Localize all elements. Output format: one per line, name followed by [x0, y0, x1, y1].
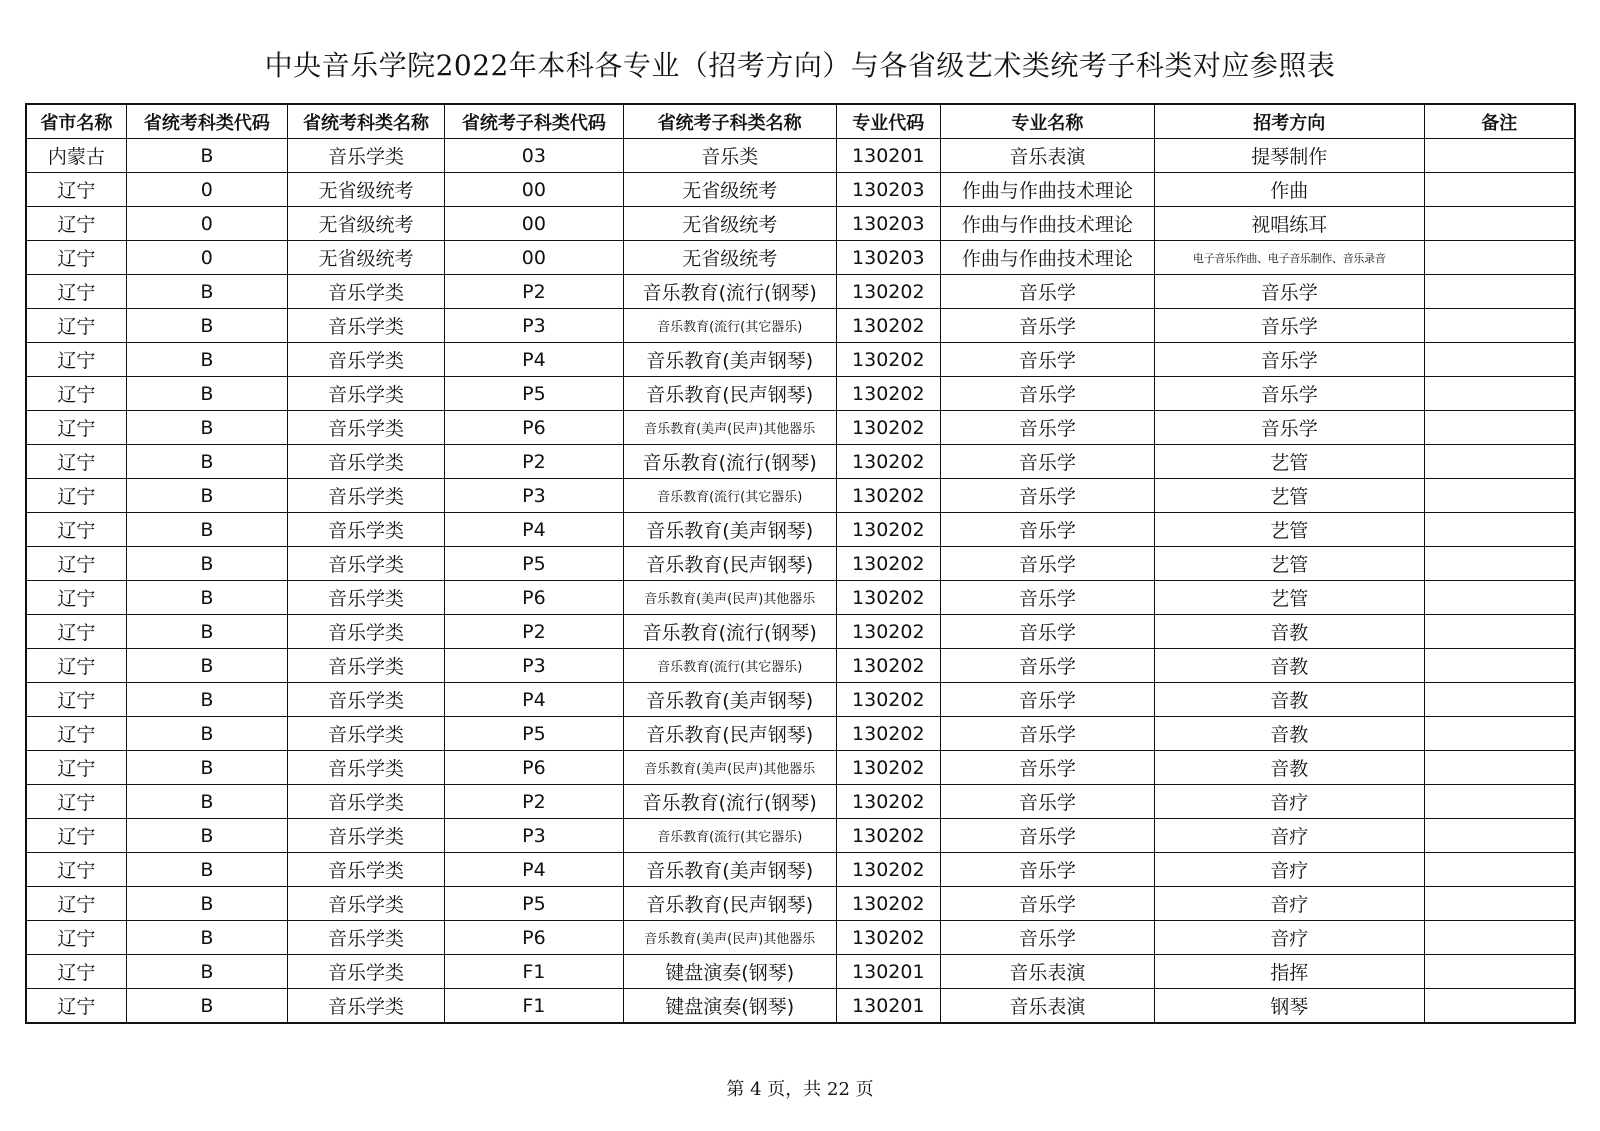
cell-remarks [1424, 173, 1575, 207]
cell-province: 辽宁 [26, 377, 126, 411]
cell-direction: 音教 [1154, 751, 1424, 785]
table-row [26, 479, 1575, 513]
cell-major-code: 130201 [836, 955, 940, 989]
cell-subcategory-code: P6 [445, 581, 624, 615]
table-row [26, 275, 1575, 309]
cell-major-name: 音乐学 [940, 547, 1154, 581]
cell-remarks [1424, 343, 1575, 377]
cell-major-code: 130202 [836, 377, 940, 411]
page-title: 中央音乐学院2022年本科各专业（招考方向）与各省级艺术类统考子科类对应参照表 [264, 49, 1336, 82]
cell-remarks [1424, 751, 1575, 785]
cell-subcategory-code: P2 [445, 445, 624, 479]
table-row [26, 513, 1575, 547]
cell-direction: 音疗 [1154, 785, 1424, 819]
cell-subcategory-code: P2 [445, 275, 624, 309]
cell-subcategory-code: P2 [445, 785, 624, 819]
cell-major-code: 130202 [836, 853, 940, 887]
cell-province: 辽宁 [26, 547, 126, 581]
cell-province: 辽宁 [26, 309, 126, 343]
cell-major-code: 130202 [836, 921, 940, 955]
cell-major-code: 130202 [836, 513, 940, 547]
cell-subcategory-code: P5 [445, 377, 624, 411]
cell-category-code: 0 [126, 241, 287, 275]
cell-major-name: 音乐学 [940, 887, 1154, 921]
cell-category-code: 0 [126, 173, 287, 207]
cell-direction: 提琴制作 [1154, 139, 1424, 173]
table-row [26, 887, 1575, 921]
cell-remarks [1424, 547, 1575, 581]
cell-major-name: 音乐学 [940, 479, 1154, 513]
cell-category-name: 音乐学类 [287, 785, 444, 819]
cell-subcategory-code: P2 [445, 615, 624, 649]
cell-remarks [1424, 615, 1575, 649]
cell-remarks [1424, 309, 1575, 343]
table-row [26, 853, 1575, 887]
cell-major-code: 130202 [836, 547, 940, 581]
cell-major-code: 130202 [836, 343, 940, 377]
cell-category-name: 音乐学类 [287, 309, 444, 343]
cell-category-name: 音乐学类 [287, 581, 444, 615]
cell-direction: 艺管 [1154, 581, 1424, 615]
cell-major-name: 音乐学 [940, 615, 1154, 649]
cell-major-name: 音乐学 [940, 275, 1154, 309]
cell-category-code: 0 [126, 207, 287, 241]
cell-major-code: 130202 [836, 683, 940, 717]
cell-major-code: 130202 [836, 785, 940, 819]
cell-remarks [1424, 377, 1575, 411]
cell-category-code: B [126, 445, 287, 479]
cell-major-name: 作曲与作曲技术理论 [940, 241, 1154, 275]
cell-major-name: 作曲与作曲技术理论 [940, 173, 1154, 207]
cell-category-code: B [126, 343, 287, 377]
cell-province: 辽宁 [26, 819, 126, 853]
cell-major-code: 130203 [836, 207, 940, 241]
cell-remarks [1424, 139, 1575, 173]
cell-subcategory-name: 音乐教育(流行(其它器乐) [623, 819, 836, 853]
cell-subcategory-name: 键盘演奏(钢琴) [623, 955, 836, 989]
cell-major-name: 音乐学 [940, 717, 1154, 751]
table-row [26, 207, 1575, 241]
table-row [26, 615, 1575, 649]
cell-subcategory-name: 音乐教育(美声钢琴) [623, 343, 836, 377]
cell-province: 辽宁 [26, 173, 126, 207]
header-major-name: 专业名称 [940, 104, 1154, 139]
header-direction: 招考方向 [1154, 104, 1424, 139]
cell-province: 辽宁 [26, 207, 126, 241]
cell-major-name: 音乐表演 [940, 989, 1154, 1024]
cell-major-name: 音乐学 [940, 445, 1154, 479]
cell-category-code: B [126, 139, 287, 173]
cell-subcategory-name: 音乐教育(民声钢琴) [623, 887, 836, 921]
cell-major-code: 130202 [836, 309, 940, 343]
cell-direction: 音乐学 [1154, 377, 1424, 411]
cell-major-name: 音乐学 [940, 581, 1154, 615]
cell-major-name: 音乐学 [940, 377, 1154, 411]
cell-category-name: 音乐学类 [287, 445, 444, 479]
cell-major-name: 音乐学 [940, 411, 1154, 445]
table-row [26, 785, 1575, 819]
cell-direction: 作曲 [1154, 173, 1424, 207]
cell-subcategory-name: 音乐教育(流行(其它器乐) [623, 309, 836, 343]
cell-subcategory-name: 无省级统考 [623, 207, 836, 241]
cell-subcategory-code: P5 [445, 717, 624, 751]
cell-major-code: 130202 [836, 649, 940, 683]
page-number: 第 4 页，共 22 页 [726, 1079, 874, 1100]
cell-province: 辽宁 [26, 785, 126, 819]
cell-major-code: 130202 [836, 751, 940, 785]
cell-category-code: B [126, 717, 287, 751]
cell-category-name: 音乐学类 [287, 751, 444, 785]
cell-category-name: 无省级统考 [287, 207, 444, 241]
cell-category-name: 音乐学类 [287, 683, 444, 717]
cell-category-name: 音乐学类 [287, 853, 444, 887]
cell-province: 辽宁 [26, 241, 126, 275]
cell-major-name: 音乐学 [940, 819, 1154, 853]
cell-major-code: 130202 [836, 615, 940, 649]
cell-major-code: 130202 [836, 887, 940, 921]
cell-direction: 音疗 [1154, 921, 1424, 955]
cell-major-code: 130202 [836, 275, 940, 309]
cell-subcategory-name: 音乐类 [623, 139, 836, 173]
cell-category-name: 音乐学类 [287, 921, 444, 955]
cell-category-code: B [126, 615, 287, 649]
table-row [26, 343, 1575, 377]
table-row [26, 649, 1575, 683]
cell-province: 辽宁 [26, 989, 126, 1024]
cell-category-code: B [126, 853, 287, 887]
cell-subcategory-code: 00 [445, 207, 624, 241]
reference-table [25, 103, 1576, 1024]
cell-major-name: 音乐学 [940, 751, 1154, 785]
cell-category-name: 音乐学类 [287, 649, 444, 683]
cell-category-name: 音乐学类 [287, 819, 444, 853]
cell-subcategory-code: P3 [445, 479, 624, 513]
cell-subcategory-code: F1 [445, 955, 624, 989]
cell-subcategory-name: 音乐教育(美声钢琴) [623, 513, 836, 547]
cell-subcategory-name: 无省级统考 [623, 173, 836, 207]
cell-category-name: 音乐学类 [287, 989, 444, 1024]
cell-category-code: B [126, 411, 287, 445]
table-row [26, 411, 1575, 445]
cell-subcategory-code: P4 [445, 683, 624, 717]
cell-subcategory-name: 音乐教育(美声(民声)其他器乐 [623, 921, 836, 955]
table-row [26, 377, 1575, 411]
cell-subcategory-name: 音乐教育(流行(钢琴) [623, 615, 836, 649]
cell-major-code: 130202 [836, 819, 940, 853]
cell-subcategory-name: 音乐教育(美声(民声)其他器乐 [623, 751, 836, 785]
header-subcategory-name: 省统考子科类名称 [623, 104, 836, 139]
cell-direction: 指挥 [1154, 955, 1424, 989]
cell-major-name: 音乐表演 [940, 139, 1154, 173]
header-province: 省市名称 [26, 104, 126, 139]
table-row [26, 547, 1575, 581]
cell-subcategory-name: 音乐教育(流行(钢琴) [623, 445, 836, 479]
cell-subcategory-code: P4 [445, 513, 624, 547]
cell-direction: 音疗 [1154, 887, 1424, 921]
cell-province: 辽宁 [26, 479, 126, 513]
cell-direction: 艺管 [1154, 547, 1424, 581]
cell-province: 辽宁 [26, 343, 126, 377]
cell-subcategory-name: 音乐教育(民声钢琴) [623, 377, 836, 411]
cell-category-code: B [126, 309, 287, 343]
cell-category-code: B [126, 581, 287, 615]
cell-category-code: B [126, 479, 287, 513]
cell-direction: 艺管 [1154, 479, 1424, 513]
cell-remarks [1424, 649, 1575, 683]
cell-remarks [1424, 989, 1575, 1024]
cell-category-name: 无省级统考 [287, 173, 444, 207]
table-row [26, 309, 1575, 343]
cell-remarks [1424, 853, 1575, 887]
cell-province: 辽宁 [26, 581, 126, 615]
cell-direction: 音乐学 [1154, 275, 1424, 309]
cell-category-name: 音乐学类 [287, 717, 444, 751]
table-row [26, 241, 1575, 275]
cell-province: 内蒙古 [26, 139, 126, 173]
cell-direction: 艺管 [1154, 445, 1424, 479]
cell-major-name: 音乐学 [940, 853, 1154, 887]
cell-major-code: 130202 [836, 445, 940, 479]
header-major-code: 专业代码 [836, 104, 940, 139]
cell-subcategory-name: 音乐教育(流行(钢琴) [623, 275, 836, 309]
cell-direction: 音乐学 [1154, 343, 1424, 377]
cell-direction: 音疗 [1154, 853, 1424, 887]
table-row [26, 819, 1575, 853]
cell-subcategory-code: 00 [445, 241, 624, 275]
cell-province: 辽宁 [26, 275, 126, 309]
cell-remarks [1424, 955, 1575, 989]
cell-major-name: 音乐学 [940, 513, 1154, 547]
cell-category-code: B [126, 649, 287, 683]
cell-direction: 钢琴 [1154, 989, 1424, 1024]
header-category-name: 省统考科类名称 [287, 104, 444, 139]
cell-category-name: 音乐学类 [287, 547, 444, 581]
cell-subcategory-name: 音乐教育(流行(钢琴) [623, 785, 836, 819]
cell-remarks [1424, 513, 1575, 547]
header-remarks: 备注 [1424, 104, 1575, 139]
cell-category-name: 音乐学类 [287, 479, 444, 513]
cell-subcategory-name: 音乐教育(民声钢琴) [623, 547, 836, 581]
cell-category-name: 无省级统考 [287, 241, 444, 275]
cell-direction: 音乐学 [1154, 309, 1424, 343]
header-subcategory-code: 省统考子科类代码 [445, 104, 624, 139]
cell-direction: 电子音乐作曲、电子音乐制作、音乐录音 [1154, 241, 1424, 275]
cell-subcategory-name: 键盘演奏(钢琴) [623, 989, 836, 1024]
table-row [26, 989, 1575, 1024]
header-category-code: 省统考科类代码 [126, 104, 287, 139]
table-row [26, 955, 1575, 989]
cell-direction: 音教 [1154, 717, 1424, 751]
cell-major-name: 音乐学 [940, 309, 1154, 343]
cell-province: 辽宁 [26, 955, 126, 989]
cell-subcategory-code: P5 [445, 547, 624, 581]
cell-subcategory-name: 无省级统考 [623, 241, 836, 275]
table-row [26, 581, 1575, 615]
cell-category-code: B [126, 275, 287, 309]
cell-category-code: B [126, 955, 287, 989]
cell-category-code: B [126, 377, 287, 411]
cell-subcategory-code: P6 [445, 921, 624, 955]
table-row [26, 717, 1575, 751]
cell-major-code: 130203 [836, 173, 940, 207]
cell-province: 辽宁 [26, 751, 126, 785]
cell-province: 辽宁 [26, 513, 126, 547]
cell-province: 辽宁 [26, 921, 126, 955]
cell-remarks [1424, 683, 1575, 717]
cell-major-name: 音乐学 [940, 683, 1154, 717]
cell-remarks [1424, 785, 1575, 819]
cell-category-code: B [126, 819, 287, 853]
cell-category-code: B [126, 683, 287, 717]
cell-major-code: 130202 [836, 717, 940, 751]
cell-subcategory-code: P3 [445, 819, 624, 853]
cell-province: 辽宁 [26, 615, 126, 649]
cell-subcategory-name: 音乐教育(美声钢琴) [623, 853, 836, 887]
cell-province: 辽宁 [26, 649, 126, 683]
cell-remarks [1424, 479, 1575, 513]
cell-category-name: 音乐学类 [287, 139, 444, 173]
cell-category-name: 音乐学类 [287, 343, 444, 377]
cell-subcategory-name: 音乐教育(民声钢琴) [623, 717, 836, 751]
cell-remarks [1424, 411, 1575, 445]
cell-category-name: 音乐学类 [287, 513, 444, 547]
cell-province: 辽宁 [26, 717, 126, 751]
cell-province: 辽宁 [26, 683, 126, 717]
cell-subcategory-code: P5 [445, 887, 624, 921]
table-row [26, 921, 1575, 955]
cell-major-name: 音乐学 [940, 921, 1154, 955]
cell-category-code: B [126, 513, 287, 547]
cell-subcategory-name: 音乐教育(流行(其它器乐) [623, 649, 836, 683]
cell-remarks [1424, 445, 1575, 479]
cell-category-code: B [126, 751, 287, 785]
cell-province: 辽宁 [26, 445, 126, 479]
cell-remarks [1424, 241, 1575, 275]
cell-category-code: B [126, 547, 287, 581]
cell-remarks [1424, 207, 1575, 241]
cell-category-code: B [126, 887, 287, 921]
cell-major-name: 音乐表演 [940, 955, 1154, 989]
cell-remarks [1424, 887, 1575, 921]
cell-major-code: 130202 [836, 479, 940, 513]
cell-subcategory-code: P6 [445, 411, 624, 445]
cell-category-code: B [126, 989, 287, 1024]
cell-major-code: 130202 [836, 411, 940, 445]
cell-subcategory-name: 音乐教育(美声(民声)其他器乐 [623, 411, 836, 445]
cell-major-code: 130201 [836, 989, 940, 1024]
cell-major-code: 130202 [836, 581, 940, 615]
cell-major-name: 作曲与作曲技术理论 [940, 207, 1154, 241]
cell-subcategory-name: 音乐教育(美声(民声)其他器乐 [623, 581, 836, 615]
cell-category-name: 音乐学类 [287, 955, 444, 989]
cell-province: 辽宁 [26, 853, 126, 887]
table-row [26, 173, 1575, 207]
cell-remarks [1424, 717, 1575, 751]
cell-subcategory-code: F1 [445, 989, 624, 1024]
cell-direction: 艺管 [1154, 513, 1424, 547]
cell-direction: 音教 [1154, 683, 1424, 717]
cell-category-name: 音乐学类 [287, 887, 444, 921]
cell-remarks [1424, 275, 1575, 309]
table-header-row [26, 104, 1575, 139]
cell-category-name: 音乐学类 [287, 275, 444, 309]
cell-province: 辽宁 [26, 887, 126, 921]
cell-remarks [1424, 819, 1575, 853]
cell-major-code: 130201 [836, 139, 940, 173]
table-row [26, 445, 1575, 479]
cell-category-name: 音乐学类 [287, 411, 444, 445]
table-row [26, 683, 1575, 717]
cell-subcategory-code: 03 [445, 139, 624, 173]
table-row [26, 139, 1575, 173]
cell-major-code: 130203 [836, 241, 940, 275]
cell-remarks [1424, 581, 1575, 615]
cell-subcategory-name: 音乐教育(流行(其它器乐) [623, 479, 836, 513]
cell-direction: 音乐学 [1154, 411, 1424, 445]
cell-subcategory-code: 00 [445, 173, 624, 207]
cell-subcategory-code: P4 [445, 343, 624, 377]
cell-subcategory-code: P4 [445, 853, 624, 887]
cell-remarks [1424, 921, 1575, 955]
cell-category-name: 音乐学类 [287, 615, 444, 649]
cell-direction: 视唱练耳 [1154, 207, 1424, 241]
cell-direction: 音疗 [1154, 819, 1424, 853]
cell-category-code: B [126, 921, 287, 955]
cell-direction: 音教 [1154, 615, 1424, 649]
cell-subcategory-code: P3 [445, 309, 624, 343]
cell-category-code: B [126, 785, 287, 819]
table-row [26, 751, 1575, 785]
cell-category-name: 音乐学类 [287, 377, 444, 411]
cell-subcategory-code: P6 [445, 751, 624, 785]
cell-major-name: 音乐学 [940, 785, 1154, 819]
cell-major-name: 音乐学 [940, 343, 1154, 377]
cell-province: 辽宁 [26, 411, 126, 445]
cell-subcategory-name: 音乐教育(美声钢琴) [623, 683, 836, 717]
cell-major-name: 音乐学 [940, 649, 1154, 683]
cell-direction: 音教 [1154, 649, 1424, 683]
cell-subcategory-code: P3 [445, 649, 624, 683]
table-body [26, 139, 1575, 1024]
